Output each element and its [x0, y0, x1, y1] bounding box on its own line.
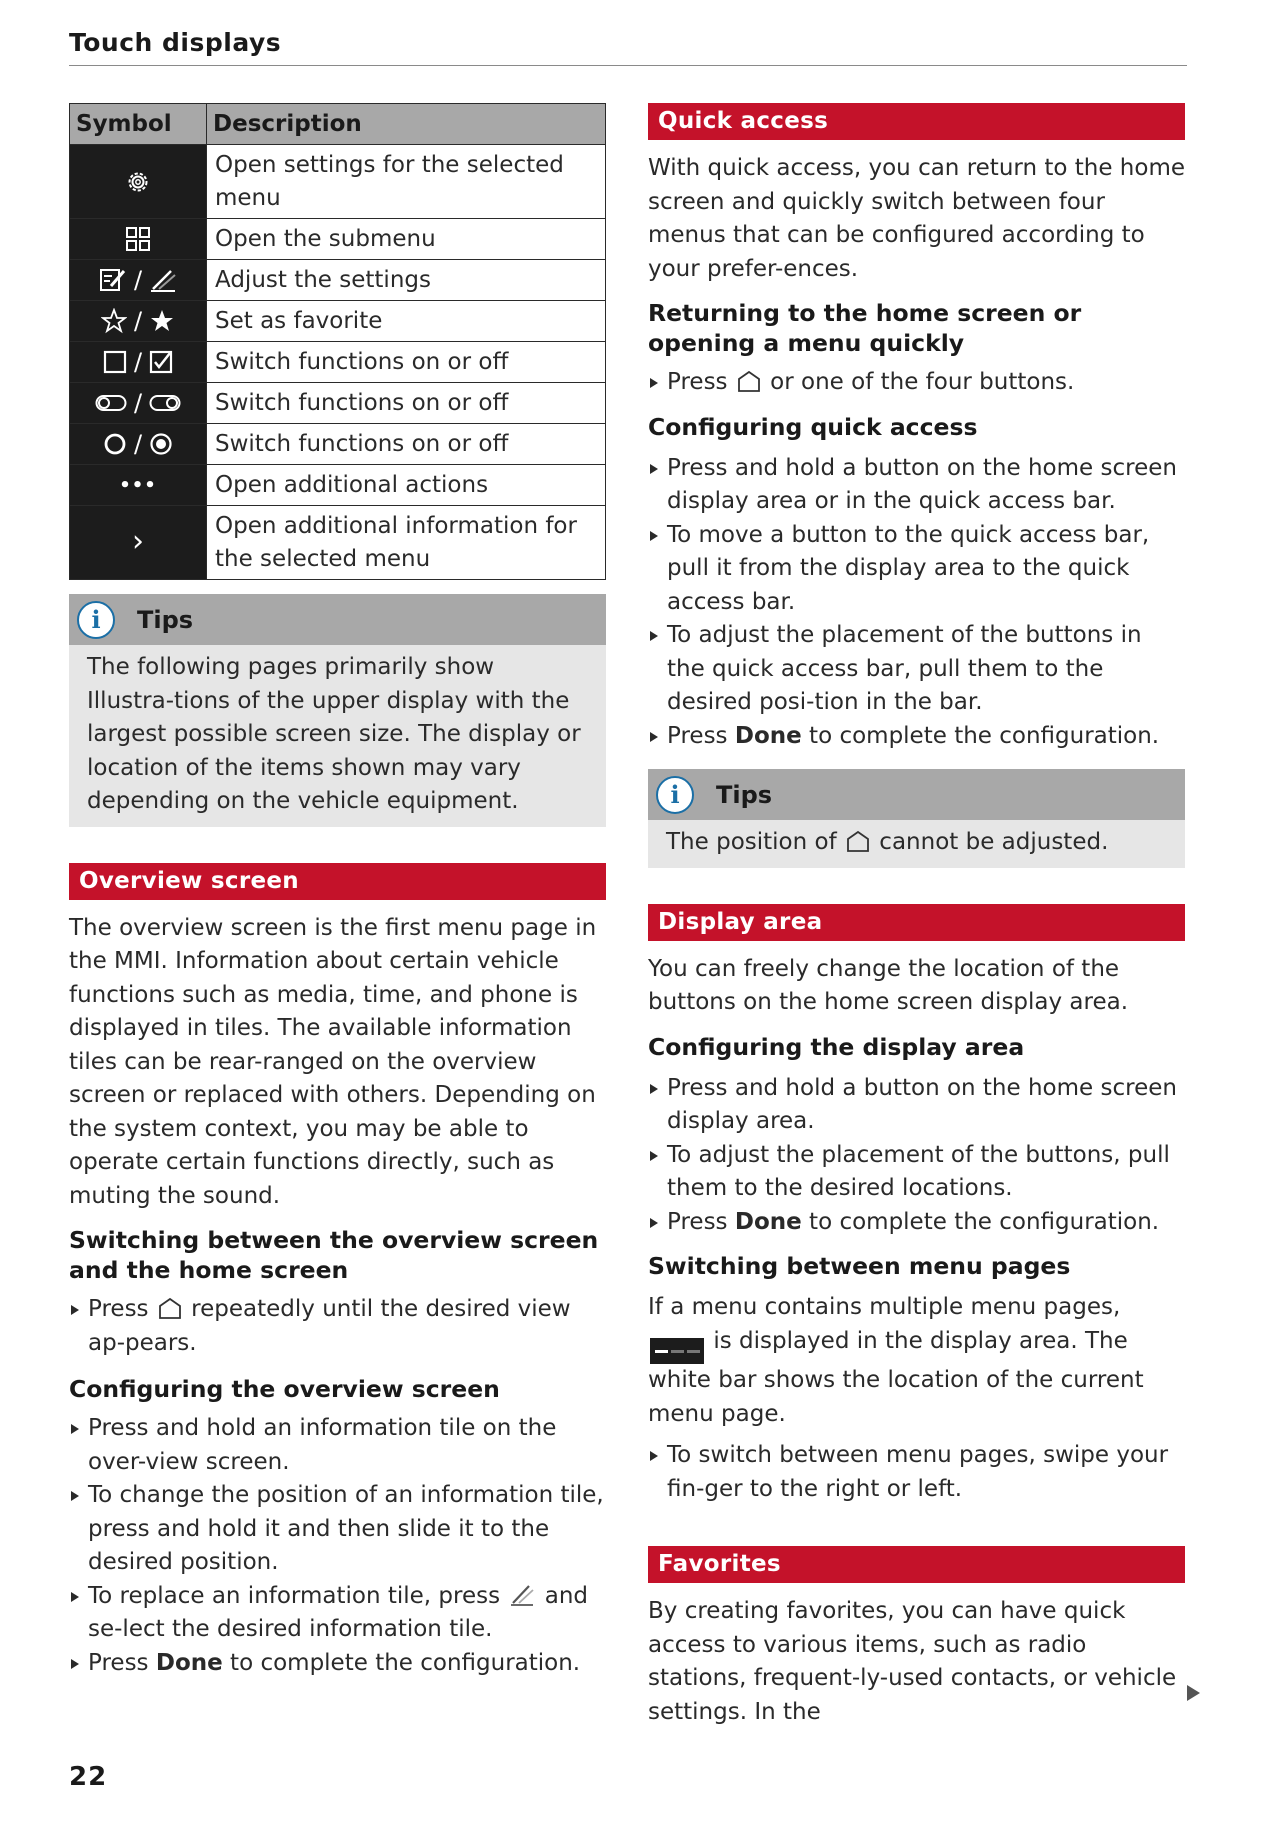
- page-header: Touch displays: [69, 28, 1187, 66]
- display-config-steps: [648, 1072, 1185, 1240]
- checkbox-empty-icon: [103, 350, 127, 374]
- step-text: or one of the four buttons.: [770, 369, 1075, 395]
- section-heading-overview: Overview screen: [69, 863, 606, 900]
- edit-pencil-icon: [509, 1582, 535, 1606]
- table-row: [70, 260, 606, 301]
- step-text: To replace an information tile, press: [88, 1582, 501, 1609]
- list-item: To adjust the placement of the buttons in the quick access bar, pull them to the desired posi-tion in the bar.: [648, 619, 1185, 720]
- section-heading-quick-access: Quick access: [648, 103, 1185, 140]
- step-text: to complete the configuration.: [809, 1208, 1160, 1235]
- tips-title: Tips: [716, 780, 773, 809]
- display-area-intro: You can freely change the location of the buttons on the home screen display area.: [648, 955, 1129, 1015]
- subheading-switching-pages: Switching between menu pages: [648, 1252, 1071, 1280]
- info-icon: i: [656, 776, 694, 814]
- section-heading-favorites: Favorites: [648, 1546, 1185, 1583]
- tips-text: [648, 820, 1185, 868]
- home-icon: [737, 370, 761, 392]
- page-number: 22: [69, 1762, 108, 1792]
- table-row: [70, 465, 606, 506]
- submenu-grid-icon: [125, 226, 151, 252]
- subheading-configuring-overview: Configuring the overview screen: [69, 1375, 500, 1403]
- list-item: [69, 1580, 606, 1647]
- list-item: To switch between menu pages, swipe your fin-ger to the right or left.: [648, 1439, 1185, 1506]
- edit-list-icon: [99, 267, 127, 293]
- step-text: and se-lect the desired information tile.: [88, 1582, 588, 1642]
- description-cell: Switch functions on or off: [207, 424, 606, 465]
- step-text: Press: [88, 1649, 149, 1676]
- table-row: [70, 145, 606, 219]
- continue-arrow-icon: [1187, 1685, 1200, 1701]
- step-text: to complete the configuration.: [230, 1649, 581, 1676]
- step-text: Press: [667, 369, 728, 395]
- tips-text-b: cannot be adjusted.: [879, 829, 1109, 855]
- switch-text-b: is displayed in the display area. The white bar shows the location of the current menu page.: [648, 1327, 1144, 1427]
- table-row: [70, 383, 606, 424]
- done-label: Done: [734, 722, 802, 749]
- step-text: Press: [88, 1296, 149, 1322]
- symbol-column-header: Symbol: [70, 104, 207, 145]
- step-text: to complete the configuration.: [809, 722, 1160, 749]
- chevron-right-icon: ›: [132, 523, 144, 559]
- table-row: [70, 342, 606, 383]
- list-item: [69, 1293, 606, 1360]
- table-row: [70, 424, 606, 465]
- list-item: [648, 1206, 1185, 1240]
- list-item: [648, 720, 1185, 754]
- toggle-on-icon: [149, 393, 181, 413]
- description-column-header: Description: [207, 104, 606, 145]
- list-item: To adjust the placement of the buttons, pull them to the desired locations.: [648, 1139, 1185, 1206]
- return-steps: [648, 366, 1185, 400]
- table-row: [70, 301, 606, 342]
- table-row: [70, 506, 606, 580]
- symbol-separator: /: [133, 306, 143, 335]
- home-icon: [158, 1297, 182, 1319]
- step-text: Press: [667, 722, 728, 749]
- symbol-table: [69, 103, 606, 580]
- quick-access-intro: With quick access, you can return to the home screen and quickly switch between four menus that can be configured according to your prefer-ences.: [648, 155, 1185, 282]
- description-cell: Switch functions on or off: [207, 383, 606, 424]
- tips-header: [69, 594, 606, 645]
- switch-steps: [69, 1293, 606, 1360]
- info-icon: i: [77, 601, 115, 639]
- list-item: [69, 1647, 606, 1681]
- table-row: [70, 219, 606, 260]
- star-outline-icon: [101, 308, 127, 334]
- subheading-returning: Returning to the home screen or opening a menu quickly: [648, 299, 1082, 357]
- description-cell: Open additional information for the selected menu: [207, 506, 606, 580]
- switch-text-a: If a menu contains multiple menu pages,: [648, 1294, 1121, 1320]
- step-text: repeatedly until the desired view ap-pears.: [88, 1296, 571, 1356]
- description-cell: Open additional actions: [207, 465, 606, 506]
- description-cell: Open settings for the selected menu: [207, 145, 606, 219]
- list-item: Press and hold an information tile on the over-view screen.: [69, 1412, 606, 1479]
- list-item: To move a button to the quick access bar, pull it from the display area to the quick access bar.: [648, 519, 1185, 620]
- left-column: [69, 103, 606, 1680]
- quick-config-steps: [648, 452, 1185, 754]
- symbol-separator: /: [133, 265, 143, 294]
- step-text: Press: [667, 1208, 728, 1235]
- description-cell: Switch functions on or off: [207, 342, 606, 383]
- menu-pages-indicator-icon: [650, 1338, 704, 1364]
- tips-title: Tips: [137, 605, 194, 634]
- config-steps: [69, 1412, 606, 1680]
- description-cell: Open the submenu: [207, 219, 606, 260]
- tips-text-a: The position of: [666, 829, 837, 855]
- tips-text: The following pages primarily show Illustra-tions of the upper display with the largest possible screen size. The display or location of the items shown may vary depending on the vehicle equipment.: [87, 654, 581, 814]
- done-label: Done: [734, 1208, 802, 1235]
- description-cell: Adjust the settings: [207, 260, 606, 301]
- subheading-switching: Switching between the overview screen and the home screen: [69, 1226, 599, 1284]
- edit-pencil-icon: [149, 267, 177, 293]
- list-item: Press and hold a button on the home screen display area.: [648, 1072, 1185, 1139]
- symbol-separator: /: [133, 388, 143, 417]
- section-heading-display-area: Display area: [648, 904, 1185, 941]
- symbol-separator: /: [133, 429, 143, 458]
- gear-icon: [125, 169, 151, 195]
- description-cell: Set as favorite: [207, 301, 606, 342]
- switch-pages-steps: [648, 1439, 1185, 1506]
- favorites-intro: By creating favorites, you can have quick access to various items, such as radio stations, frequent-ly-used contacts, or vehicle settings. In the: [648, 1598, 1177, 1725]
- star-filled-icon: [149, 308, 175, 334]
- more-dots-icon: •••: [119, 475, 157, 496]
- tips-box: [648, 769, 1185, 868]
- radio-off-icon: [103, 432, 127, 456]
- switch-pages-text: [648, 1291, 1185, 1431]
- list-item: To change the position of an information tile, press and hold it and then slide it to the desired position.: [69, 1479, 606, 1580]
- tips-box: [69, 594, 606, 827]
- tips-header: [648, 769, 1185, 820]
- radio-on-icon: [149, 432, 173, 456]
- overview-intro: The overview screen is the first menu page in the MMI. Information about certain vehicle functions such as media, time, and phone is displayed in tiles. The available information tiles can be rear-ranged on the overview screen or replaced with others. Depending on the system context, you may be able to operate certain functions directly, such as muting the sound.: [69, 914, 597, 1209]
- checkbox-checked-icon: [149, 350, 173, 374]
- list-item: [648, 366, 1185, 400]
- list-item: Press and hold a button on the home screen display area or in the quick access bar.: [648, 452, 1185, 519]
- subheading-configuring-display-area: Configuring the display area: [648, 1032, 1025, 1061]
- toggle-off-icon: [95, 393, 127, 413]
- subheading-configuring-quick-access: Configuring quick access: [648, 412, 978, 441]
- home-icon: [846, 830, 870, 852]
- done-label: Done: [155, 1649, 223, 1676]
- right-column: [648, 103, 1185, 1729]
- symbol-separator: /: [133, 347, 143, 376]
